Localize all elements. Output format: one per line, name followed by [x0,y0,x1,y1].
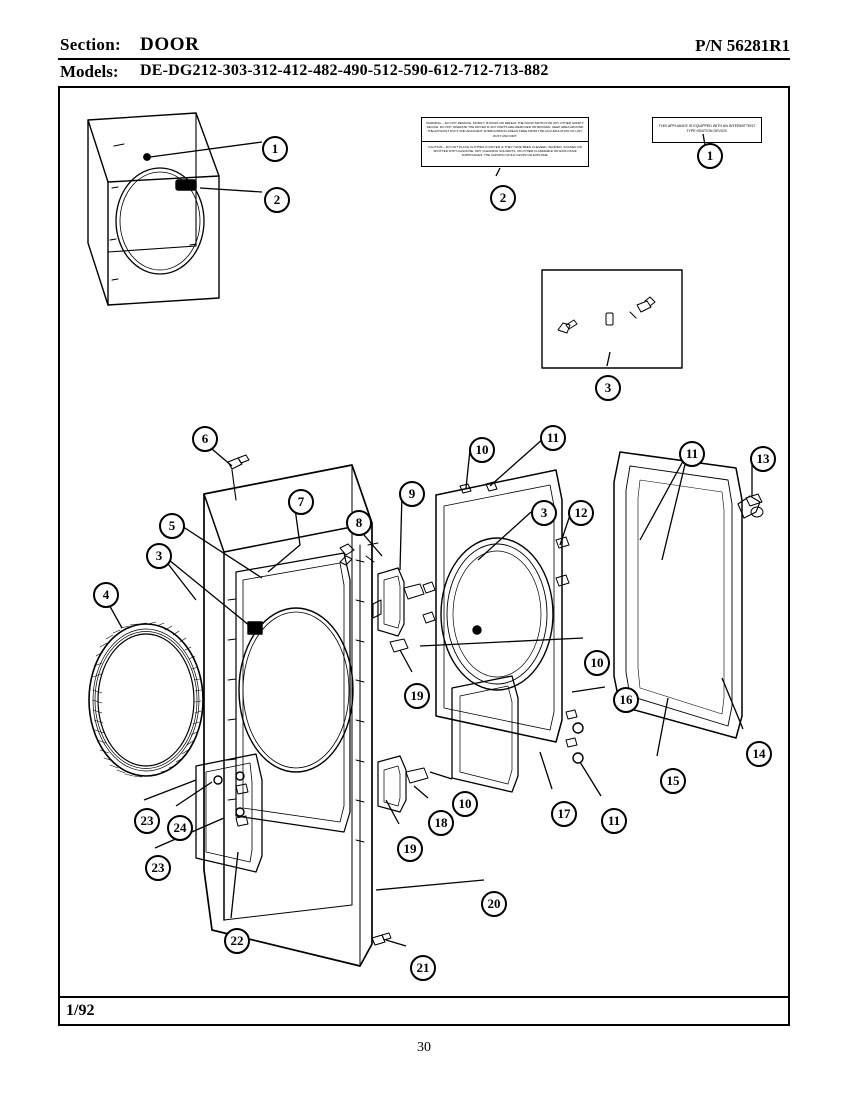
callout-20: 20 [481,891,507,917]
callout-10: 10 [584,650,610,676]
callout-3: 3 [531,500,557,526]
revision-date: 1/92 [66,1002,95,1019]
ignition-plate-text: THIS APPLIANCE IS EQUIPPED WITH AN INTERMITTENT TYPE IGNITION DEVICE. [658,124,756,133]
callout-2: 2 [490,185,516,211]
callout-19: 19 [404,683,430,709]
section-label: Section: [60,35,121,54]
models-label: Models: [60,62,119,81]
callout-17: 17 [551,801,577,827]
callout-19: 19 [397,836,423,862]
callout-10: 10 [452,791,478,817]
callout-8: 8 [346,510,372,536]
callout-22: 22 [224,928,250,954]
callout-1: 1 [262,136,288,162]
callout-24: 24 [167,815,193,841]
callout-23: 23 [134,808,160,834]
caution-plate-text: CAUTION— DO NOT PLACE CLOTHES IN DRYER IF THEY HAVE BEEN CLEANED, WASHED, SOAKED OR SPOTTED WITH GASOLINE, DRY CLEANING SOLVENTS, OR OTHER FLAMMABLE OR EXPLOSIVE SUBSTANCES. THE VAPORS COULD IGNITE OR EXPLODE. [428,145,582,158]
callout-3: 3 [595,375,621,401]
callout-23: 23 [145,855,171,881]
callout-11: 11 [679,441,705,467]
models-value: DE-DG212-303-312-412-482-490-512-590-612-712-713-882 [140,62,549,79]
callout-12: 12 [568,500,594,526]
callout-4: 4 [93,582,119,608]
callout-6: 6 [192,426,218,452]
callout-21: 21 [410,955,436,981]
callout-14: 14 [746,741,772,767]
callout-1: 1 [697,143,723,169]
part-number: P/N 56281R1 [695,36,790,55]
callout-2: 2 [264,187,290,213]
callout-18: 18 [428,810,454,836]
callout-3: 3 [146,543,172,569]
callout-13: 13 [750,446,776,472]
callout-10: 10 [469,437,495,463]
callout-11: 11 [540,425,566,451]
callout-9: 9 [399,481,425,507]
callout-11: 11 [601,808,627,834]
callout-15: 15 [660,768,686,794]
callout-5: 5 [159,513,185,539]
page-number: 30 [417,1040,431,1055]
callout-16: 16 [613,687,639,713]
callout-7: 7 [288,489,314,515]
section-value: DOOR [140,34,200,55]
warning-plate-text: WARNING— DO NOT REMOVE, MODIFY, BYPASS OR DEFEAT THE DOOR SWITCH OR ANY OTHER SAFETY DEVICE. DO NOT OPERATE THE DRYER IF ANY PARTS ARE REMOVED OR BROKEN. KEEP AREA AROUND THE EXHAUST DUCT AND ADJACENT SURROUNDING AREAS FREE FROM THE ACCUMULATION OF LINT, DUST AND DIRT. [422,118,588,142]
